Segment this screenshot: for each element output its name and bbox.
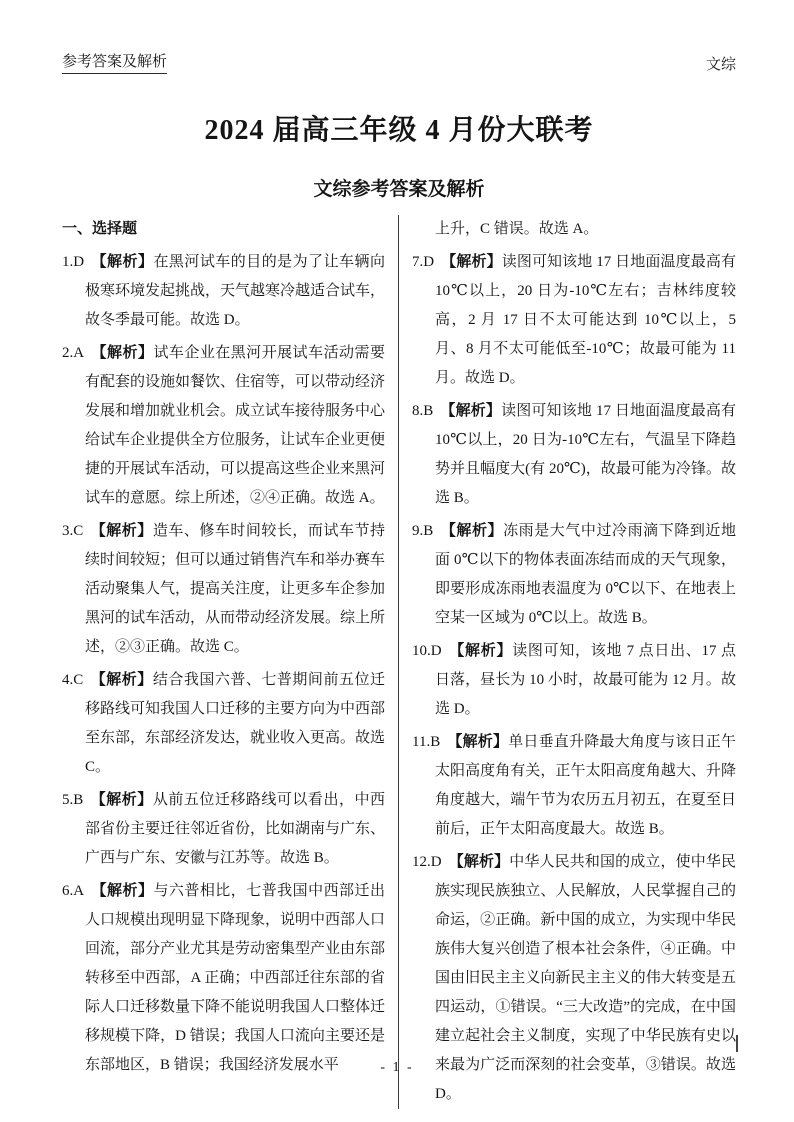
page-number: - 1 - [380,1060,414,1075]
analysis-text: 冻雨是大气中过冷雨滴下降到近地面 0℃以下的物体表面冻结而成的天气现象，即要形成冻雨地表温度为 0℃以下、在地表上空某一区域为 0℃以上。故选 B。 [435,523,736,626]
page-header [62,50,736,74]
answer-number: 10.D [412,643,442,659]
answer-item [412,248,736,393]
answer-number: 11.B [412,734,441,750]
analysis-text: 读图可知该地 17 日地面温度最高有 10℃以上，20 日为-10℃左右，气温呈下降趋势并且幅度大(有 20℃)，故最可能为冷锋。故选 B。 [435,403,736,506]
answer-number: 4.C [62,672,84,688]
page-subtitle: 文综参考答案及解析 [313,179,485,200]
answer-number: 1.D [62,254,85,270]
answer-number: 7.D [412,254,435,270]
answer-item [62,786,385,873]
answer-number: 8.B [412,403,434,419]
analysis-tag: 【解析】 [440,403,502,419]
analysis-tag: 【解析】 [90,523,153,539]
answer-item [62,666,385,782]
analysis-text: 从前五位迁移路线可以看出，中西部省份主要迁往邻近省份，比如湖南与广东、广西与广东、安徽与江苏等。故选 B。 [85,792,386,866]
answer-item [412,728,736,844]
right-answer-list [412,248,736,1109]
analysis-text: 单日垂直升降最大角度与该日正午太阳高度角有关，正午太阳高度角越大、升降角度越大，端午节为农历五月初五，在夏至日前后，正午太阳高度最大。故选 B。 [435,734,736,837]
analysis-tag: 【解析】 [91,345,154,361]
answer-number: 9.B [412,523,434,539]
analysis-tag: 【解析】 [440,523,504,539]
analysis-tag: 【解析】 [91,254,154,270]
continuation-paragraph: 上升，C 错误。故选 A。 [435,221,599,237]
answer-number: 12.D [412,854,442,870]
analysis-tag: 【解析】 [90,672,153,688]
header-right-text: 文综 [705,57,736,73]
analysis-tag: 【解析】 [448,854,510,870]
analysis-tag: 【解析】 [91,883,154,899]
analysis-text: 读图可知该地 17 日地面温度最高有 10℃以上，20 日为-10℃左右；吉林纬度较高，2 月 17 日不太可能达到 10℃以上，5 月、8 月不太可能低至-10℃；故最可能为 11 月。故选 D。 [435,254,736,386]
analysis-text: 结合我国六普、七普期间前五位迁移路线可知我国人口迁移的主要方向为中西部至东部，东部经济发达，就业收入更高。故选 C。 [85,672,386,775]
analysis-text: 中华人民共和国的成立，使中华民族实现民族独立、人民解放，人民掌握自己的命运，②正确。新中国的成立，为实现中华民族伟大复兴创造了根本社会条件，④正确。中国由旧民主主义向新民主主义的伟大转变是五四运动，①错误。“三大改造”的完成，在中国建立起社会主义制度，实现了中华民族有史以来最为广泛而深刻的社会变革，③错误。故选 D。 [435,854,736,1102]
right-column [399,215,736,1109]
answer-item [62,877,385,1080]
analysis-tag: 【解析】 [90,792,153,808]
analysis-text: 试车企业在黑河开展试车活动需要有配套的设施如餐饮、住宿等，可以带动经济发展和增加就业机会。成立试车接待服务中心给试车企业提供全方位服务，让试车企业更便捷的开展试车活动，可以提高这些企业来黑河试车的意愿。综上所述，②④正确。故选 A。 [85,345,386,506]
page-title: 2024 届高三年级 4 月份大联考 [204,115,594,146]
analysis-tag: 【解析】 [448,643,513,659]
analysis-tag: 【解析】 [447,734,509,750]
section-heading: 一、选择题 [62,221,138,237]
analysis-text: 读图可知，该地 7 点日出、17 点日落，昼长为 10 小时，故最可能为 12 月。故选 D。 [435,643,736,717]
answer-number: 5.B [62,792,84,808]
two-column-body [62,215,736,1109]
left-column [62,215,399,1109]
answer-number: 3.C [62,523,84,539]
left-answer-list [62,248,385,1080]
answer-item [412,637,736,724]
analysis-text: 与六普相比，七普我国中西部迁出人口规模出现明显下降现象，说明中西部人口回流，部分产业尤其是劳动密集型产业由东部转移至中西部，A 正确；中西部迁往东部的省际人口迁移数量下降不能说明我国人口整体迁移规模下降，D 错误；我国人口流向主要还是东部地区，B 错误；我国经济发展水平 [85,883,386,1073]
header-left-text: 参考答案及解析 [62,50,167,74]
margin-mark [736,1035,738,1052]
answer-number: 6.A [62,883,85,899]
answer-item [62,248,385,335]
answer-number: 2.A [62,345,85,361]
answer-item [62,339,385,513]
analysis-text: 造车、修车时间较长，而试车节持续时间较短；但可以通过销售汽车和举办赛车活动聚集人气，提高关注度，让更多车企参加黑河的试车活动，从而带动经济发展。综上所述，②③正确。故选 C。 [85,523,386,655]
analysis-text: 在黑河试车的目的是为了让车辆向极寒环境发起挑战，天气越寒冷越适合试车，故冬季最可能。故选 D。 [85,254,386,328]
answer-item [412,397,736,513]
answer-item [412,517,736,633]
analysis-tag: 【解析】 [441,254,502,270]
answer-item [62,517,385,662]
